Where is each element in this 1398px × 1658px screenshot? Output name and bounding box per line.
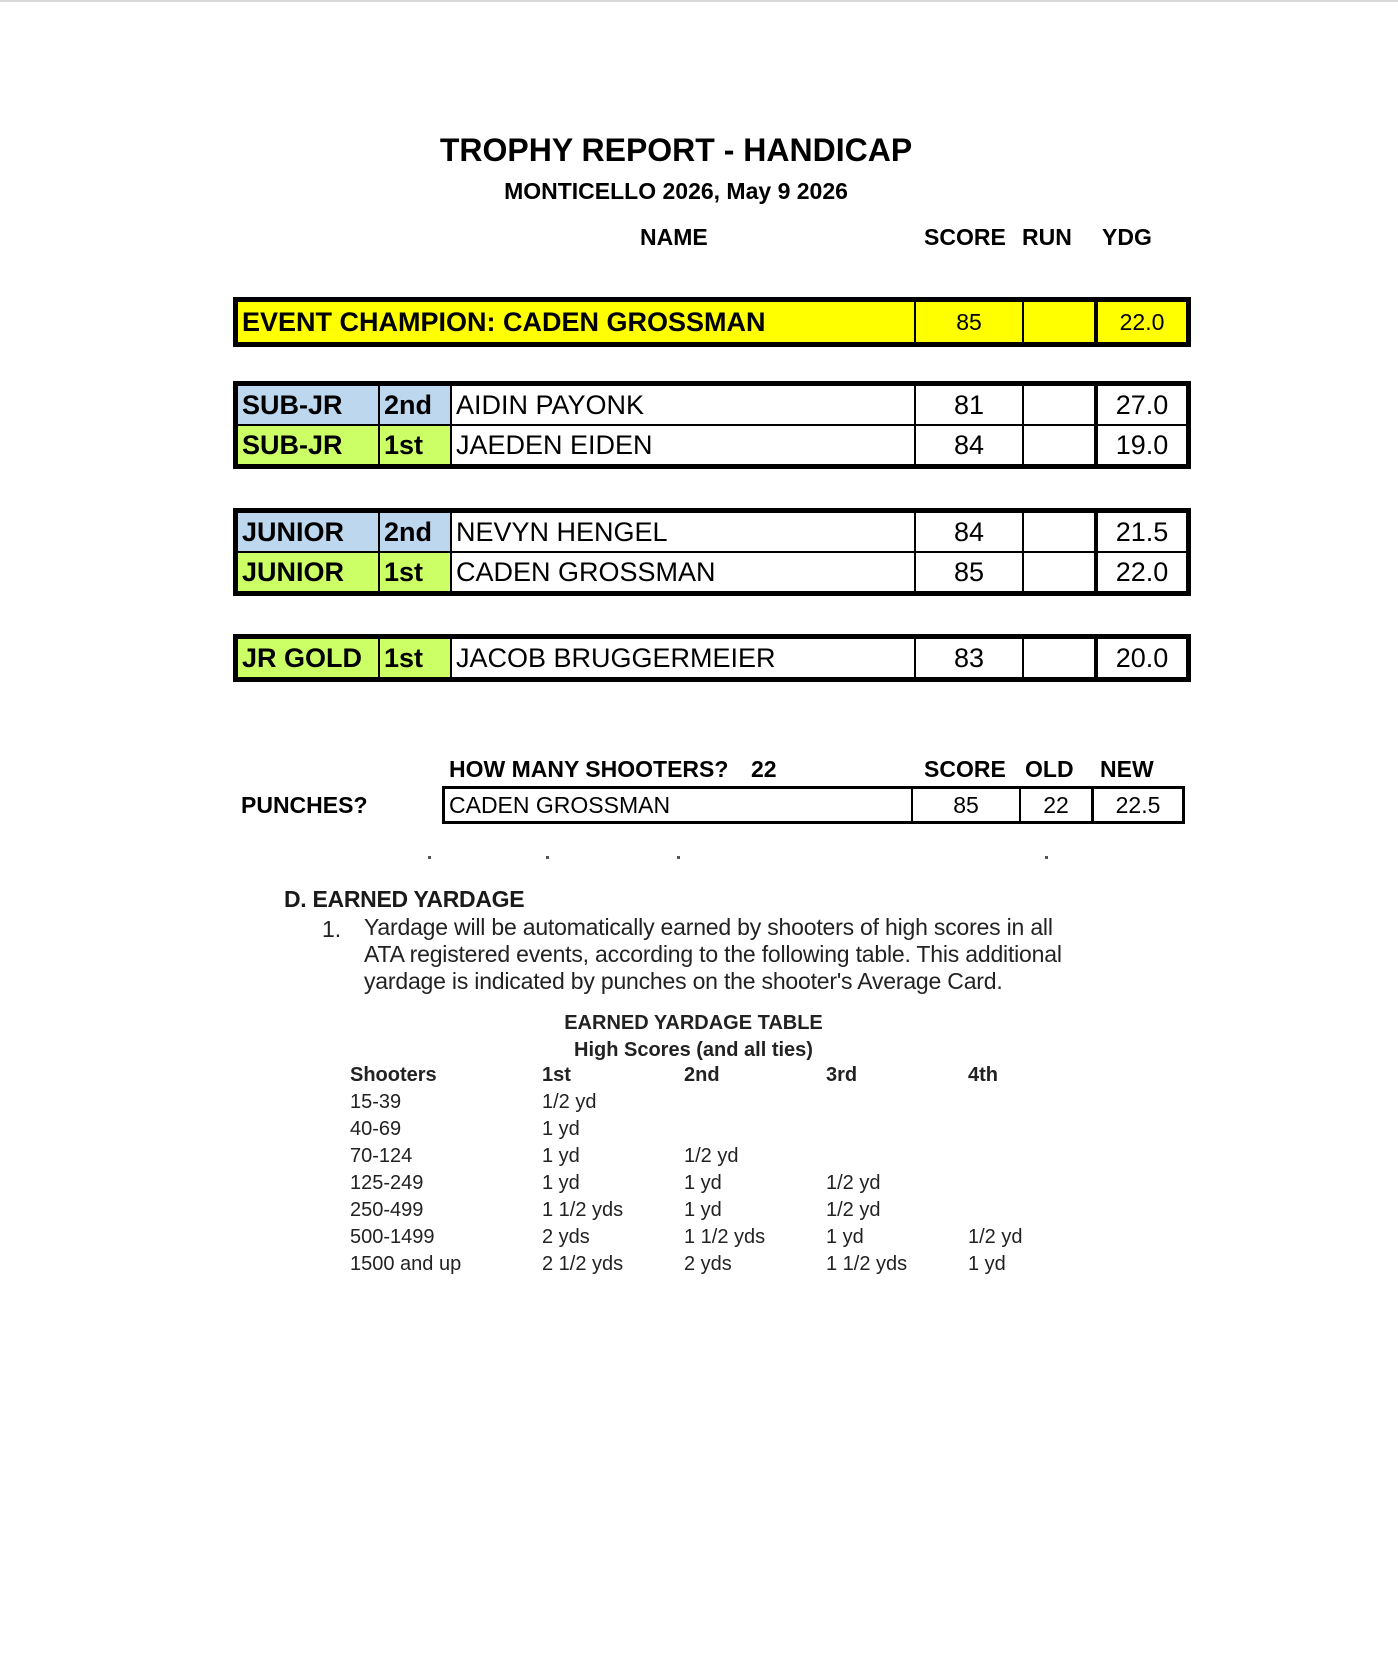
column-header: 4th — [968, 1064, 998, 1086]
place-cell: 2nd — [379, 384, 451, 426]
table-cell: 40-69 — [350, 1118, 402, 1140]
punch-score-cell: 85 — [912, 788, 1020, 823]
champion-table — [233, 297, 1191, 347]
table-cell: 1 yd — [684, 1199, 722, 1221]
column-header: 2nd — [684, 1064, 720, 1086]
place-cell: 1st — [379, 637, 451, 680]
champion-score: 85 — [915, 300, 1023, 345]
table-row — [236, 425, 1189, 467]
score-cell: 84 — [915, 425, 1023, 467]
score-cell: 83 — [915, 637, 1023, 680]
table-cell: 1/2 yd — [826, 1172, 881, 1194]
table-row — [236, 637, 1189, 680]
table-cell: 1 yd — [968, 1253, 1006, 1275]
table-cell: 2 yds — [684, 1253, 732, 1275]
name-cell: JAEDEN EIDEN — [451, 425, 915, 467]
table-cell: 1 yd — [542, 1145, 580, 1167]
place-cell: 1st — [379, 552, 451, 594]
scan-speck — [1045, 856, 1048, 859]
table-cell: 125-249 — [350, 1172, 424, 1194]
champion-ydg: 22.0 — [1096, 300, 1189, 345]
table-row — [236, 552, 1189, 594]
score-cell: 85 — [915, 552, 1023, 594]
column-header: 1st — [542, 1064, 571, 1086]
table-cell: 1 1/2 yds — [826, 1253, 908, 1275]
item-number: 1. — [322, 916, 342, 942]
punch-header-new: NEW — [1100, 756, 1154, 782]
name-cell: AIDIN PAYONK — [451, 384, 915, 426]
table-cell — [968, 1089, 1068, 1116]
ydg-cell: 22.0 — [1096, 552, 1189, 594]
paragraph-line: Yardage will be automatically earned by shooters of high scores in all — [364, 914, 1053, 940]
report-subtitle: MONTICELLO 2026, May 9 2026 — [504, 178, 848, 204]
category-cell: SUB-JR — [236, 425, 380, 467]
earned-yardage-heading: D. EARNED YARDAGE — [284, 886, 525, 912]
header-score: SCORE — [924, 224, 1006, 250]
earned-yardage-table — [350, 1062, 1068, 1278]
table-cell: 1 yd — [684, 1172, 722, 1194]
scan-speck — [546, 856, 549, 859]
champion-label: EVENT CHAMPION: CADEN GROSSMAN — [236, 300, 916, 345]
table-header-row — [350, 1062, 1068, 1089]
category-cell: JR GOLD — [236, 637, 380, 680]
run-cell — [1023, 425, 1096, 467]
table-cell — [968, 1116, 1068, 1143]
table-cell: 1 1/2 yds — [684, 1226, 766, 1248]
earned-yardage-table-subtitle: High Scores (and all ties) — [574, 1039, 813, 1061]
name-cell: NEVYN HENGEL — [451, 511, 915, 553]
table-cell — [684, 1116, 826, 1143]
table-row — [350, 1197, 1068, 1224]
table-row — [350, 1116, 1068, 1143]
group-sub-jr — [233, 381, 1191, 469]
table-row — [444, 788, 1184, 823]
ydg-cell: 27.0 — [1096, 384, 1189, 426]
champion-run — [1023, 300, 1096, 345]
table-cell: 250-499 — [350, 1199, 424, 1221]
table-cell: 1 yd — [826, 1226, 864, 1248]
ydg-cell: 20.0 — [1096, 637, 1189, 680]
run-cell — [1023, 637, 1096, 680]
ydg-cell: 21.5 — [1096, 511, 1189, 553]
table-cell — [826, 1116, 968, 1143]
punch-new-cell: 22.5 — [1093, 788, 1184, 823]
scan-speck — [677, 856, 680, 859]
punch-header-score: SCORE — [924, 756, 1006, 782]
earned-yardage-paragraph — [364, 914, 1124, 995]
table-cell: 15-39 — [350, 1091, 402, 1113]
table-cell: 70-124 — [350, 1145, 413, 1167]
table-row — [236, 511, 1189, 553]
table-cell: 2 1/2 yds — [542, 1253, 624, 1275]
group-junior — [233, 508, 1191, 596]
score-cell: 81 — [915, 384, 1023, 426]
table-cell — [968, 1197, 1068, 1224]
place-cell: 2nd — [379, 511, 451, 553]
run-cell — [1023, 552, 1096, 594]
column-header: Shooters — [350, 1064, 437, 1086]
table-row — [350, 1170, 1068, 1197]
table-cell: 1500 and up — [350, 1253, 462, 1275]
punch-table — [442, 786, 1185, 824]
paragraph-line: yardage is indicated by punches on the shooter's Average Card. — [364, 968, 1003, 994]
table-row — [236, 384, 1189, 426]
punch-name-cell: CADEN GROSSMAN — [444, 788, 913, 823]
table-cell: 1 yd — [542, 1118, 580, 1140]
ydg-cell: 19.0 — [1096, 425, 1189, 467]
header-ydg: YDG — [1102, 224, 1152, 250]
report-title: TROPHY REPORT - HANDICAP — [439, 132, 913, 168]
table-cell — [684, 1089, 826, 1116]
table-row — [350, 1224, 1068, 1251]
table-cell: 1/2 yd — [968, 1226, 1023, 1248]
name-cell: CADEN GROSSMAN — [451, 552, 915, 594]
table-cell — [826, 1089, 968, 1116]
header-name: NAME — [640, 224, 708, 250]
champion-row — [236, 300, 1189, 345]
run-cell — [1023, 384, 1096, 426]
table-cell: 500-1499 — [350, 1226, 435, 1248]
shooters-count: 22 — [751, 756, 777, 782]
table-cell — [826, 1143, 968, 1170]
punch-header-old: OLD — [1025, 756, 1074, 782]
score-cell: 84 — [915, 511, 1023, 553]
paragraph-line: ATA registered events, according to the following table. This additional — [364, 941, 1062, 967]
table-row — [350, 1089, 1068, 1116]
table-cell: 2 yds — [542, 1226, 590, 1248]
table-row — [350, 1143, 1068, 1170]
top-border-line — [0, 0, 1398, 2]
table-cell: 1 1/2 yds — [542, 1199, 624, 1221]
punch-old-cell: 22 — [1020, 788, 1093, 823]
category-cell: JUNIOR — [236, 511, 380, 553]
place-cell: 1st — [379, 425, 451, 467]
table-cell: 1 yd — [542, 1172, 580, 1194]
header-run: RUN — [1022, 224, 1072, 250]
name-cell: JACOB BRUGGERMEIER — [451, 637, 915, 680]
table-cell — [968, 1143, 1068, 1170]
scan-speck — [428, 856, 431, 859]
table-cell: 1/2 yd — [684, 1145, 739, 1167]
category-cell: JUNIOR — [236, 552, 380, 594]
group-jr-gold — [233, 634, 1191, 682]
table-row — [350, 1251, 1068, 1278]
table-cell — [968, 1170, 1068, 1197]
category-cell: SUB-JR — [236, 384, 380, 426]
run-cell — [1023, 511, 1096, 553]
punches-label: PUNCHES? — [241, 792, 368, 818]
earned-yardage-table-title: EARNED YARDAGE TABLE — [564, 1012, 823, 1034]
table-cell: 1/2 yd — [542, 1091, 597, 1113]
column-header: 3rd — [826, 1064, 858, 1086]
table-cell: 1/2 yd — [826, 1199, 881, 1221]
shooters-label: HOW MANY SHOOTERS? — [449, 756, 729, 782]
